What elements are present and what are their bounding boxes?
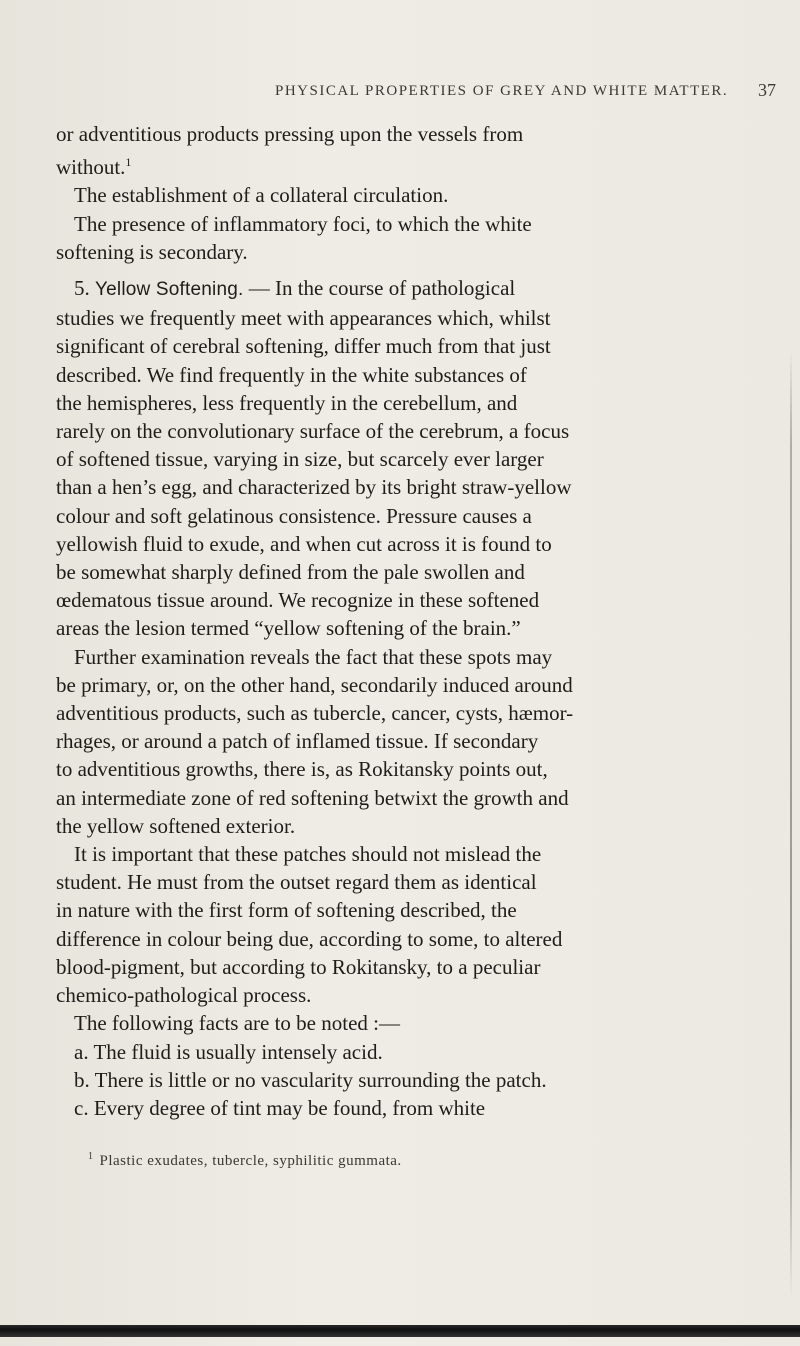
text-line: than a hen’s egg, and characterized by its bright straw-yellow [56, 475, 572, 500]
text-line: an intermediate zone of red softening betwixt the growth and [56, 785, 569, 810]
section-heading-line [56, 274, 764, 304]
text-line: difference in colour being due, according to some, to altered [56, 926, 563, 951]
text-line-content: without. [56, 155, 126, 180]
text-line: student. He must from the outset regard them as identical [56, 870, 537, 895]
fact-item: a. The fluid is usually intensely acid. [74, 1039, 383, 1064]
fact-item: c. Every degree of tint may be found, from white [74, 1095, 486, 1120]
page-edge-shadow [790, 350, 792, 1300]
text-line: the yellow softened exterior. [56, 813, 296, 838]
text-line: The presence of inflammatory foci, to which the white [74, 211, 532, 236]
text-line: the hemispheres, less frequently in the cerebellum, and [56, 390, 518, 415]
text-line: in nature with the first form of softening described, the [56, 898, 517, 923]
footnote-number: 1 [88, 1151, 94, 1162]
text-line: studies we frequently meet with appearances which, whilst [56, 306, 551, 331]
text-line: colour and soft gelatinous consistence. Pressure causes a [56, 503, 532, 528]
text-line: It is important that these patches should not mislead the [74, 842, 542, 867]
text-line: of softened tissue, varying in size, but scarcely ever larger [56, 447, 544, 472]
body-text [56, 120, 764, 1122]
footnote-text: Plastic exudates, tubercle, syphilitic gummata. [99, 1153, 402, 1169]
text-line: softening is secondary. [56, 239, 248, 264]
text-line: or adventitious products pressing upon the vessels from [56, 122, 524, 146]
text-line: areas the lesion termed “yellow softening of the brain.” [56, 616, 521, 641]
page-number: 37 [758, 80, 776, 100]
text-line: yellowish fluid to exude, and when cut across it is found to [56, 531, 552, 556]
text-line: chemico-pathological process. [56, 983, 312, 1008]
text-line: blood-pigment, but according to Rokitansky, to a peculiar [56, 954, 541, 979]
text-line [56, 148, 764, 181]
section-dash: — [243, 276, 275, 301]
text-line: rarely on the convolutionary surface of the cerebrum, a focus [56, 419, 570, 444]
text-line: Further examination reveals the fact that these spots may [74, 644, 553, 669]
text-line: œdematous tissue around. We recognize in these softened [56, 588, 540, 613]
text-line: The establishment of a collateral circulation. [74, 183, 449, 208]
section-number: 5. [74, 276, 90, 301]
running-header: PHYSICAL PROPERTIES OF GREY AND WHITE MATTER. [275, 83, 729, 99]
section-title: Yellow Softening. [95, 279, 244, 301]
text-line: rhages, or around a patch of inflamed tissue. If secondary [56, 729, 539, 754]
footnote-marker: 1 [125, 155, 132, 170]
text-line: described. We find frequently in the white substances of [56, 362, 527, 387]
footnote [88, 1151, 402, 1170]
section-first-line: In the course of pathological [274, 276, 516, 301]
text-line: to adventitious growths, there is, as Rokitansky points out, [56, 757, 548, 782]
text-line: The following facts are to be noted :— [74, 1011, 400, 1036]
bottom-scan-edge [0, 1325, 800, 1337]
text-line: significant of cerebral softening, differ much from that just [56, 334, 551, 359]
fact-item: b. There is little or no vascularity surrounding the patch. [74, 1067, 547, 1092]
text-line: be somewhat sharply defined from the pale swollen and [56, 560, 525, 585]
text-line: be primary, or, on the other hand, secondarily induced around [56, 672, 573, 697]
text-line: adventitious products, such as tubercle, cancer, cysts, hæmor- [56, 701, 574, 726]
